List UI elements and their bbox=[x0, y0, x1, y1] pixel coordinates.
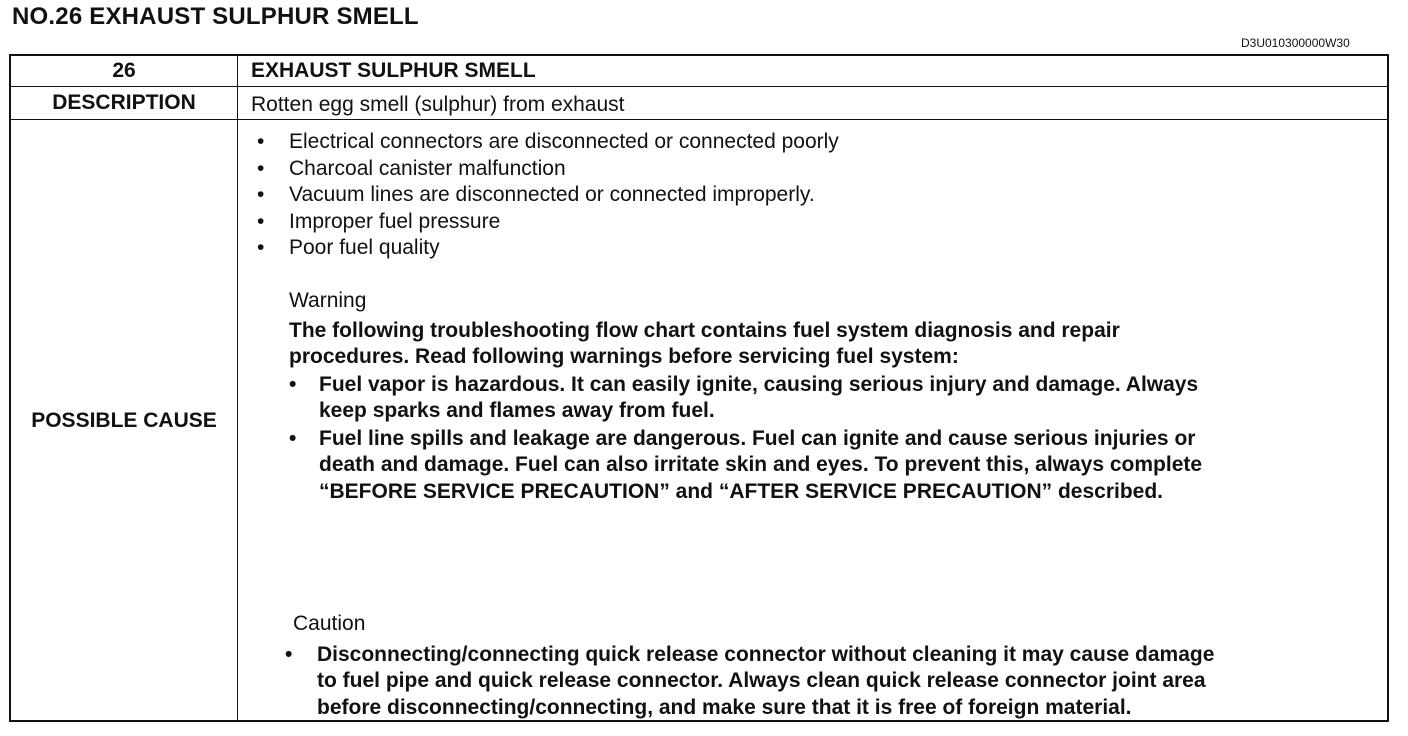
document-code: D3U010300000W30 bbox=[1241, 36, 1350, 50]
troubleshooting-table: 26 EXHAUST SULPHUR SMELL DESCRIPTION Rotten egg smell (sulphur) from exhaust POSSIBLE CAUSE • Electrical connectors are disconnected or connected poorly • Charcoal canister malfunction • Vacuum lines are disconnected or connected improperly. • Improper fuel pressure • Poor fuel quality Warning The following troubleshooting flow chart contains fuel system diagnosis and repair procedures. Read following warnings before servicing fuel system: • Fuel vapor is hazardous. It can easily ignite, causing serious injury and damage. Always keep sparks and flames away from fuel. • Fuel line spills and leakage are dangerous. Fuel can ignite and cause serious injuries or death and damage. Fuel can also irritate skin and eyes. To prevent this, always complete “BEFORE SERVICE PRECAUTION” and “AFTER SERVICE PRECAUTION” described. Caution • Disconnecting/connecting quick release connector without cleaning it may cause damage to fuel pipe and quick release connector. Always clean quick release connector joint area before disconnecting/connecting, and make sure that it is free of foreign material. bbox=[9, 54, 1389, 722]
caution-heading: Caution bbox=[293, 612, 366, 635]
column-divider bbox=[237, 56, 238, 720]
symptom-title-cell: EXHAUST SULPHUR SMELL bbox=[251, 59, 536, 82]
bullet-icon: • bbox=[289, 373, 297, 396]
bullet-icon: • bbox=[257, 236, 265, 259]
bullet-icon: • bbox=[257, 156, 265, 180]
warning-item-2: • Fuel line spills and leakage are dangerous. Fuel can ignite and cause serious injuries or death and damage. Fuel can also irritate skin and eyes. To prevent this, always complete “BEFORE SERVICE PRECAUTION” and “AFTER SERVICE PRECAUTION” described. bbox=[289, 427, 1203, 503]
warning-item-1: • Fuel vapor is hazardous. It can easily ignite, causing serious injury and damage. Always keep sparks and flames away from fuel. bbox=[289, 373, 1199, 423]
page-title: NO.26 EXHAUST SULPHUR SMELL bbox=[12, 3, 419, 30]
possible-cause-label: POSSIBLE CAUSE bbox=[31, 409, 217, 432]
warning-intro: The following troubleshooting flow chart contains fuel system diagnosis and repair procedures. Read following warnings before servicing fuel system: bbox=[289, 319, 1120, 369]
bullet-icon: • bbox=[257, 130, 265, 153]
row-divider-2 bbox=[11, 119, 1387, 120]
bullet-icon: • bbox=[257, 209, 265, 233]
bullet-icon: • bbox=[257, 183, 265, 206]
description-text: Rotten egg smell (sulphur) from exhaust bbox=[251, 93, 625, 116]
bullet-icon: • bbox=[285, 643, 293, 666]
bullet-icon: • bbox=[289, 427, 297, 450]
description-label: DESCRIPTION bbox=[52, 91, 196, 114]
warning-heading: Warning bbox=[289, 289, 367, 312]
caution-item-1: • Disconnecting/connecting quick release connector without cleaning it may cause damage to fuel pipe and quick release connector. Always clean quick release connector joint area before disconnecting/connecting, and make sure that it is free of foreign material. bbox=[285, 643, 1215, 719]
row-number-cell: 26 bbox=[112, 59, 136, 82]
row-divider-1 bbox=[11, 86, 1387, 87]
